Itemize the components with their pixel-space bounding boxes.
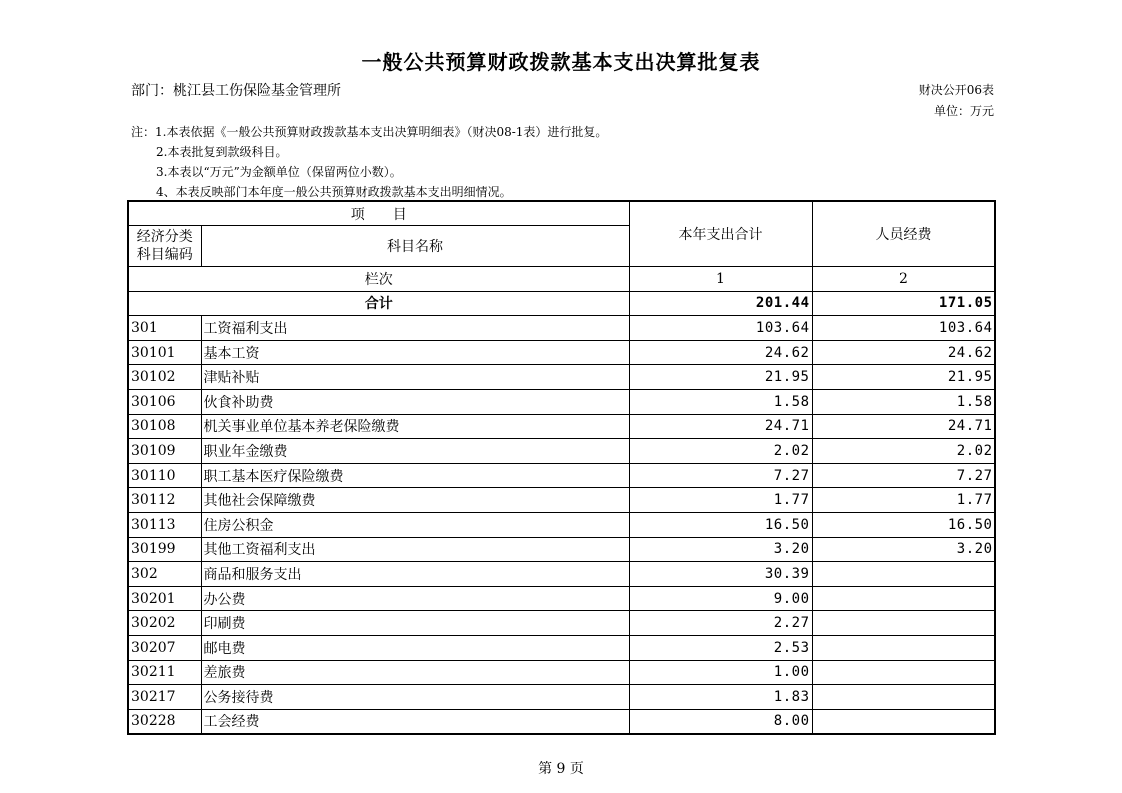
table-row xyxy=(128,316,995,341)
table-row xyxy=(128,611,995,636)
row-personnel: 3.20 xyxy=(812,537,995,562)
table-row xyxy=(128,439,995,464)
row-name: 邮电费 xyxy=(201,635,629,660)
row-personnel: 21.95 xyxy=(812,365,995,390)
row-personnel: 103.64 xyxy=(812,316,995,341)
row-name: 津贴补贴 xyxy=(201,365,629,390)
row-personnel: 1.77 xyxy=(812,488,995,513)
header-lanci: 栏次 xyxy=(128,267,629,292)
note-4: 4、本表反映部门本年度一般公共预算财政拨款基本支出明细情况。 xyxy=(156,185,512,199)
row-name: 差旅费 xyxy=(201,660,629,685)
row-personnel xyxy=(812,709,995,734)
table-row xyxy=(128,389,995,414)
row-name: 工会经费 xyxy=(201,709,629,734)
header-personnel: 人员经费 xyxy=(812,201,995,267)
row-code: 30217 xyxy=(128,685,201,710)
table-row xyxy=(128,488,995,513)
table-row xyxy=(128,340,995,365)
row-total: 9.00 xyxy=(629,586,812,611)
row-total: 1.00 xyxy=(629,660,812,685)
row-name: 机关事业单位基本养老保险缴费 xyxy=(201,414,629,439)
row-name: 办公费 xyxy=(201,586,629,611)
row-personnel: 24.62 xyxy=(812,340,995,365)
table-row xyxy=(128,586,995,611)
row-total: 8.00 xyxy=(629,709,812,734)
row-code: 30113 xyxy=(128,512,201,537)
table-row xyxy=(128,635,995,660)
table-row xyxy=(128,463,995,488)
row-code: 30199 xyxy=(128,537,201,562)
row-total: 2.02 xyxy=(629,439,812,464)
row-total: 16.50 xyxy=(629,512,812,537)
table-row xyxy=(128,537,995,562)
header-econ-code: 经济分类科目编码 xyxy=(128,226,201,267)
row-code: 30102 xyxy=(128,365,201,390)
page-number: 第 9 页 xyxy=(538,761,584,777)
row-total: 21.95 xyxy=(629,365,812,390)
row-name: 公务接待费 xyxy=(201,685,629,710)
row-total: 2.27 xyxy=(629,611,812,636)
row-total: 1.58 xyxy=(629,389,812,414)
row-code: 30108 xyxy=(128,414,201,439)
header-col2: 2 xyxy=(812,267,995,292)
table-row xyxy=(128,562,995,587)
row-name: 职业年金缴费 xyxy=(201,439,629,464)
page-title: 一般公共预算财政拨款基本支出决算批复表 xyxy=(361,50,761,74)
row-code: 301 xyxy=(128,316,201,341)
total-personnel: 171.05 xyxy=(812,291,995,316)
table-row xyxy=(128,685,995,710)
row-total: 24.71 xyxy=(629,414,812,439)
total-label: 合计 xyxy=(128,291,629,316)
row-personnel: 1.58 xyxy=(812,389,995,414)
row-personnel xyxy=(812,635,995,660)
row-name: 住房公积金 xyxy=(201,512,629,537)
row-personnel: 24.71 xyxy=(812,414,995,439)
header-col1: 1 xyxy=(629,267,812,292)
header-total: 本年支出合计 xyxy=(629,201,812,267)
department-label: 部门：桃江县工伤保险基金管理所 xyxy=(131,83,341,99)
row-total: 103.64 xyxy=(629,316,812,341)
row-code: 30228 xyxy=(128,709,201,734)
row-code: 30112 xyxy=(128,488,201,513)
header-item: 项 目 xyxy=(128,201,629,226)
row-name: 印刷费 xyxy=(201,611,629,636)
total-amount: 201.44 xyxy=(629,291,812,316)
row-code: 30106 xyxy=(128,389,201,414)
row-personnel: 7.27 xyxy=(812,463,995,488)
row-personnel xyxy=(812,562,995,587)
row-total: 3.20 xyxy=(629,537,812,562)
table-row xyxy=(128,512,995,537)
row-code: 30202 xyxy=(128,611,201,636)
header-subject-name: 科目名称 xyxy=(201,226,629,267)
unit-label: 单位：万元 xyxy=(933,104,994,118)
note-1: 注：1.本表依据《一般公共预算财政拨款基本支出决算明细表》（财决08-1表）进行批复。 xyxy=(131,125,608,139)
row-code: 30211 xyxy=(128,660,201,685)
notes-block xyxy=(131,122,607,202)
row-personnel xyxy=(812,660,995,685)
row-personnel xyxy=(812,611,995,636)
row-name: 基本工资 xyxy=(201,340,629,365)
table-row xyxy=(128,414,995,439)
row-code: 30201 xyxy=(128,586,201,611)
row-personnel: 2.02 xyxy=(812,439,995,464)
row-name: 工资福利支出 xyxy=(201,316,629,341)
row-code: 30109 xyxy=(128,439,201,464)
row-total: 2.53 xyxy=(629,635,812,660)
row-code: 302 xyxy=(128,562,201,587)
row-name: 伙食补助费 xyxy=(201,389,629,414)
table-row xyxy=(128,365,995,390)
row-total: 1.83 xyxy=(629,685,812,710)
row-code: 30110 xyxy=(128,463,201,488)
total-row xyxy=(128,291,995,316)
row-name: 职工基本医疗保险缴费 xyxy=(201,463,629,488)
row-name: 其他社会保障缴费 xyxy=(201,488,629,513)
row-total: 24.62 xyxy=(629,340,812,365)
row-code: 30101 xyxy=(128,340,201,365)
row-name: 其他工资福利支出 xyxy=(201,537,629,562)
row-personnel: 16.50 xyxy=(812,512,995,537)
row-code: 30207 xyxy=(128,635,201,660)
row-total: 7.27 xyxy=(629,463,812,488)
row-personnel xyxy=(812,586,995,611)
table-row xyxy=(128,660,995,685)
note-3: 3.本表以“万元”为金额单位（保留两位小数）。 xyxy=(156,165,402,179)
form-number: 财决公开06表 xyxy=(918,83,994,97)
row-personnel xyxy=(812,685,995,710)
row-total: 1.77 xyxy=(629,488,812,513)
row-total: 30.39 xyxy=(629,562,812,587)
table-row xyxy=(128,709,995,734)
row-name: 商品和服务支出 xyxy=(201,562,629,587)
note-2: 2.本表批复到款级科目。 xyxy=(156,145,288,159)
expenditure-table xyxy=(127,200,996,735)
